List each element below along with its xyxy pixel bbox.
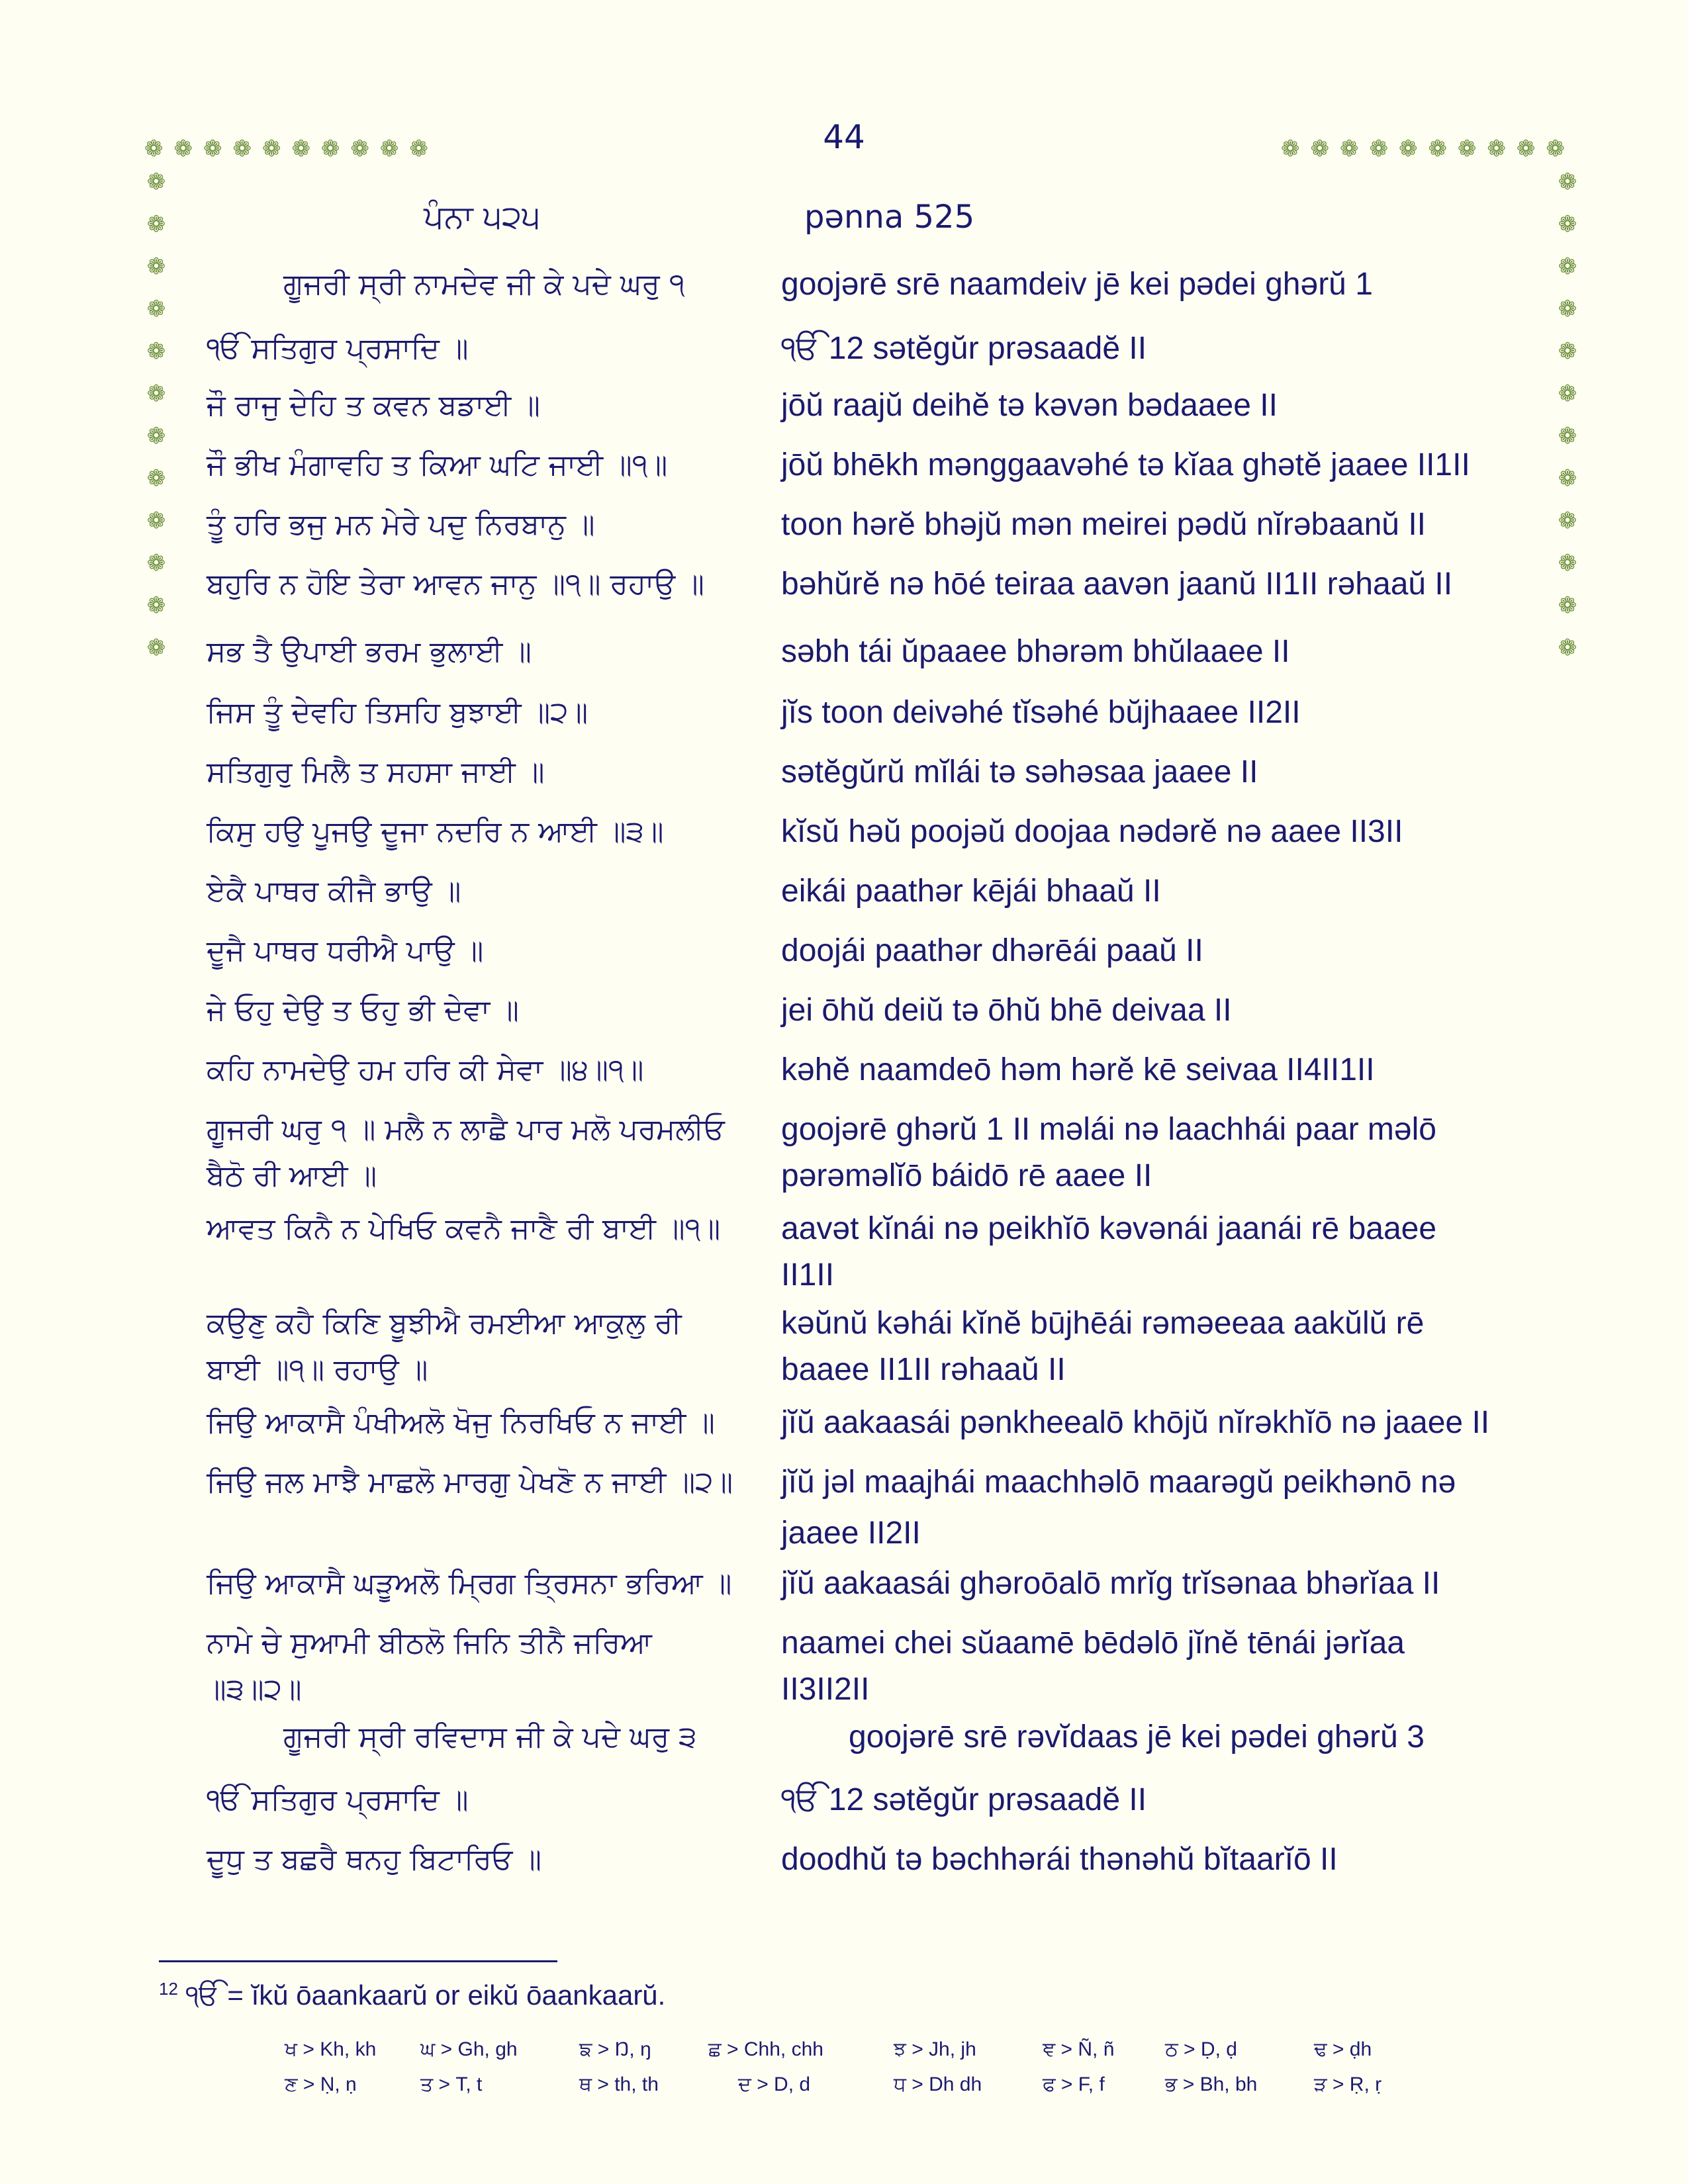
gurmukhi-line: ਬਹੁਰਿ ਨ ਹੋਇ ਤੇਰਾ ਆਵਨ ਜਾਨੁ ॥੧॥ ਰਹਾਉ ॥	[207, 567, 704, 601]
romanized-line: kəŭnŭ kəhái kĭnĕ būjhēái rəməeeaa aakŭlŭ rē	[781, 1306, 1425, 1341]
gurmukhi-line: ਜਿਉ ਆਕਾਸੈ ਘੜੂਅਲੋ ਮ੍ਰਿਗ ਤ੍ਰਿਸਨਾ ਭਰਿਆ ॥	[207, 1567, 732, 1600]
legend-item: ਘ > Gh, gh	[420, 2038, 518, 2060]
gurmukhi-line: ਨਾਮੇ ਚੇ ਸੁਆਮੀ ਬੀਠਲੋ ਜਿਨਿ ਤੀਨੈ ਜਰਿਆ	[207, 1626, 652, 1660]
gurmukhi-line: ਤੂੰ ਹਰਿ ਭਜੁ ਮਨ ਮੇਰੇ ਪਦੁ ਨਿਰਬਾਨੁ ॥	[207, 508, 595, 541]
legend-item: ਢ > ḍh	[1314, 2038, 1372, 2060]
gurmukhi-line: ਦੂਜੈ ਪਾਥਰ ਧਰੀਐ ਪਾਉ ॥	[207, 934, 484, 968]
romanized-line: goojərē ghərŭ 1 II məlái nə laachhái paar məlō	[781, 1112, 1436, 1147]
romanized-line: naamei chei sŭaamē bēdəlō jĭnĕ tēnái jərĭaa	[781, 1625, 1405, 1661]
header-romanized: pənna 525	[804, 199, 975, 236]
gurmukhi-line: ਜਿਸ ਤੂੰ ਦੇਵਹਿ ਤਿਸਹਿ ਬੁਝਾਈ ॥੨॥	[207, 696, 588, 729]
footnote	[159, 1979, 665, 2012]
romanized-line: aavət kĭnái nə peikhĭō kəvənái jaanái rē baaee	[781, 1211, 1437, 1246]
page-number: 44	[823, 118, 865, 156]
gurmukhi-line: ਕਉਣੁ ਕਹੈ ਕਿਣਿ ਬੂਝੀਐ ਰਮਈਆ ਆਕੁਲੁ ਰੀ	[207, 1306, 682, 1340]
gurmukhi-line: ਕਿਸੁ ਹਉ ਪੂਜਉ ਦੂਜਾ ਨਦਰਿ ਨ ਆਈ ॥੩॥	[207, 815, 664, 848]
gurmukhi-line: ਕਹਿ ਨਾਮਦੇਉ ਹਮ ਹਰਿ ਕੀ ਸੇਵਾ ॥੪॥੧॥	[207, 1053, 644, 1087]
legend-item: ਧ > Dh dh	[894, 2073, 982, 2095]
legend-item: ਠ > Ḍ, ḍ	[1165, 2038, 1237, 2060]
gurmukhi-line: ਬੈਠੋ ਰੀ ਆਈ ॥	[207, 1159, 377, 1193]
romanized-line: sətĕgŭrŭ mĭlái tə səhəsaa jaaee II	[781, 754, 1258, 790]
legend-item: ਞ > Ñ, ñ	[1043, 2038, 1115, 2060]
romanized-line: bəhŭrĕ nə hōé teiraa aavən jaanŭ II1II rəhaaŭ II	[781, 567, 1453, 602]
legend-item: ਣ > Ṇ, ṇ	[285, 2073, 357, 2095]
gurmukhi-line: ਗੂਜਰੀ ਘਰੁ ੧ ॥ ਮਲੈ ਨ ਲਾਛੈ ਪਾਰ ਮਲੋ ਪਰਮਲੀਓ	[207, 1113, 725, 1146]
footnote-mark: 12	[159, 1979, 178, 1999]
gurmukhi-line: ਜਿਉ ਆਕਾਸੈ ਪੰਖੀਅਲੋ ਖੋਜੁ ਨਿਰਖਿਓ ਨ ਜਾਈ ॥	[207, 1406, 715, 1439]
gurmukhi-line: ਜਿਉ ਜਲ ਮਾਝੈ ਮਾਛਲੋ ਮਾਰਗੁ ਪੇਖਣੋ ਨ ਜਾਈ ॥੨॥	[207, 1465, 733, 1499]
legend-item: ਖ > Kh, kh	[285, 2038, 377, 2060]
flower-border-top-right: ❁❁❁❁❁❁❁❁❁❁	[1281, 136, 1575, 162]
flower-border-left: ❁ ❁ ❁ ❁ ❁ ❁ ❁ ❁ ❁ ❁ ❁ ❁	[146, 169, 166, 661]
romanized-line: pərəməlĭō báidō rē aaee II	[781, 1158, 1152, 1193]
romanized-line: toon hərĕ bhəjŭ mən meirei pədŭ nĭrəbaanŭ II	[781, 507, 1426, 542]
gurmukhi-line: ਸਭ ਤੈ ਉਪਾਈ ਭਰਮ ਭੁਲਾਈ ॥	[207, 635, 532, 668]
romanized-line: ੴ 12 sətĕgŭr prəsaadĕ II	[781, 331, 1147, 366]
flower-border-right: ❁ ❁ ❁ ❁ ❁ ❁ ❁ ❁ ❁ ❁ ❁ ❁	[1558, 169, 1577, 661]
romanized-line: goojərē srē rəvĭdaas jē kei pədei ghərŭ 3	[849, 1719, 1425, 1754]
footnote-rule	[159, 1960, 557, 1962]
romanized-line: doojái paathər dhərēái paaŭ II	[781, 933, 1203, 968]
gurmukhi-line: ਸਤਿਗੁਰੁ ਮਿਲੈ ਤ ਸਹਸਾ ਜਾਈ ॥	[207, 755, 545, 789]
gurmukhi-line: ੴ ਸਤਿਗੁਰ ਪ੍ਰਸਾਦਿ ॥	[207, 1783, 469, 1817]
romanized-line: jĭŭ jəl maajhái maachhəlō maarəgŭ peikhənō nə	[781, 1465, 1456, 1500]
romanized-line: kəhĕ naamdeō həm hərĕ kē seivaa II4II1II	[781, 1052, 1375, 1087]
legend-item: ੜ > Ṛ, ṛ	[1314, 2073, 1382, 2095]
romanized-line: jĭŭ aakaasái ghəroōalō mrĭg trĭsənaa bhərĭaa II	[781, 1566, 1440, 1601]
header-gurmukhi: ਪੰਨਾ ੫੨੫	[424, 199, 541, 236]
gurmukhi-line: ਬਾਈ ॥੧॥ ਰਹਾਉ ॥	[207, 1353, 428, 1387]
romanized-line: kĭsŭ həŭ poojəŭ doojaa nədərĕ nə aaee II3II	[781, 814, 1403, 849]
legend-item: ਫ > F, f	[1043, 2073, 1105, 2095]
gurmukhi-line: ਦੂਧੁ ਤ ਬਛਰੈ ਥਨਹੁ ਬਿਟਾਰਿਓ ॥	[207, 1843, 541, 1876]
romanized-line: jĭŭ aakaasái pənkheealō khōjŭ nĭrəkhĭō nə jaaee II	[781, 1405, 1490, 1440]
romanized-line: jĭs toon deivəhé tĭsəhé bŭjhaaee II2II	[781, 695, 1301, 730]
gurmukhi-line: ਏਕੈ ਪਾਥਰ ਕੀਜੈ ਭਾਉ ॥	[207, 874, 461, 908]
gurmukhi-line: ਗੂਜਰੀ ਸ੍ਰੀ ਨਾਮਦੇਵ ਜੀ ਕੇ ਪਦੇ ਘਰੁ ੧	[283, 267, 685, 301]
romanized-line: eikái paathər kējái bhaaŭ II	[781, 874, 1161, 909]
romanized-line: jōŭ raajŭ deihĕ tə kəvən bədaaee II	[781, 388, 1278, 423]
gurmukhi-line: ਜੌ ਭੀਖ ਮੰਗਾਵਹਿ ਤ ਕਿਆ ਘਟਿ ਜਾਈ ॥੧॥	[207, 448, 668, 482]
legend-item: ਙ > Ŋ, ŋ	[579, 2038, 651, 2060]
legend-item: ਛ > Chh, chh	[708, 2038, 823, 2060]
gurmukhi-line: ਜੇ ਓਹੁ ਦੇਉ ਤ ਓਹੁ ਭੀ ਦੇਵਾ ॥	[207, 993, 519, 1027]
gurmukhi-line: ॥੩॥੨॥	[207, 1672, 302, 1706]
romanized-line: jōŭ bhēkh mənggaavəhé tə kĭaa ghətĕ jaaee II1II	[781, 447, 1470, 482]
footnote-text: ੴ = ĭkŭ ōaankaarŭ or eikŭ ōaankaarŭ.	[185, 1979, 666, 2011]
legend-item: ਭ > Bh, bh	[1165, 2073, 1258, 2095]
romanized-line: jaaee II2II	[781, 1516, 921, 1551]
gurmukhi-line: ਗੂਜਰੀ ਸ੍ਰੀ ਰਵਿਦਾਸ ਜੀ ਕੇ ਪਦੇ ਘਰੁ ੩	[283, 1720, 697, 1754]
romanized-line: jei ōhŭ deiŭ tə ōhŭ bhē deivaa II	[781, 993, 1232, 1028]
gurmukhi-line: ੴ ਸਤਿਗੁਰ ਪ੍ਰਸਾਦਿ ॥	[207, 332, 469, 365]
gurmukhi-line: ਆਵਤ ਕਿਨੈ ਨ ਪੇਖਿਓ ਕਵਨੈ ਜਾਣੈ ਰੀ ਬਾਈ ॥੧॥	[207, 1212, 721, 1246]
romanized-line: ੴ 12 sətĕgŭr prəsaadĕ II	[781, 1782, 1147, 1817]
flower-border-top-left: ❁❁❁❁❁❁❁❁❁❁	[144, 136, 439, 162]
legend-item: ਝ > Jh, jh	[894, 2038, 976, 2060]
romanized-line: goojərē srē naamdeiv jē kei pədei ghərŭ 1	[781, 267, 1373, 302]
romanized-line: baaee II1II rəhaaŭ II	[781, 1352, 1066, 1387]
romanized-line: doodhŭ tə bəchhərái thənəhŭ bĭtaarĭō II	[781, 1842, 1338, 1877]
romanized-line: II1II	[781, 1257, 835, 1293]
legend-item: ਥ > th, th	[579, 2073, 659, 2095]
romanized-line: II3II2II	[781, 1672, 870, 1707]
legend-item: ਤ > T, t	[420, 2073, 483, 2095]
legend-item: ਦ > D, d	[738, 2073, 811, 2095]
romanized-line: səbh tái ŭpaaee bhərəm bhŭlaaee II	[781, 634, 1290, 669]
gurmukhi-line: ਜੌ ਰਾਜੁ ਦੇਹਿ ਤ ਕਵਨ ਬਡਾਈ ॥	[207, 388, 540, 422]
